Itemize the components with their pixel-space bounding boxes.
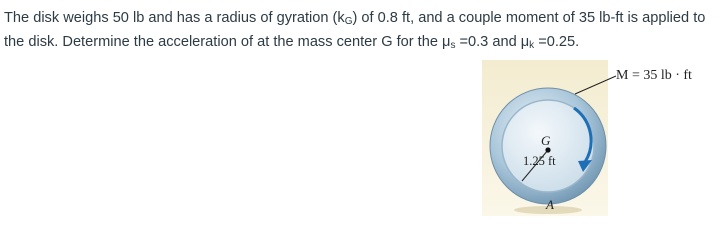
radius-label: 1.25 ft bbox=[523, 154, 556, 168]
disk-figure bbox=[482, 60, 718, 216]
mu-k-subscript: k bbox=[529, 40, 535, 51]
problem-text-part4: =0.25. bbox=[534, 34, 580, 50]
contact-point-label: A bbox=[546, 197, 554, 212]
problem-statement bbox=[4, 8, 716, 56]
problem-text-part1: The disk weighs 50 lb and has a radius of gyration (k bbox=[4, 10, 345, 26]
mu-s-subscript: s bbox=[450, 40, 456, 51]
problem-text-part2: ) of 0.8 ft, and a couple moment of 35 lb-ft is applied to the disk. Determine the acceleration of at the mass center G for the μ bbox=[4, 10, 706, 50]
problem-text-part3: =0.3 and μ bbox=[455, 34, 530, 50]
kg-subscript: G bbox=[344, 16, 353, 27]
center-label: G bbox=[541, 133, 551, 148]
moment-label: M = 35 lb · ft bbox=[616, 68, 692, 83]
